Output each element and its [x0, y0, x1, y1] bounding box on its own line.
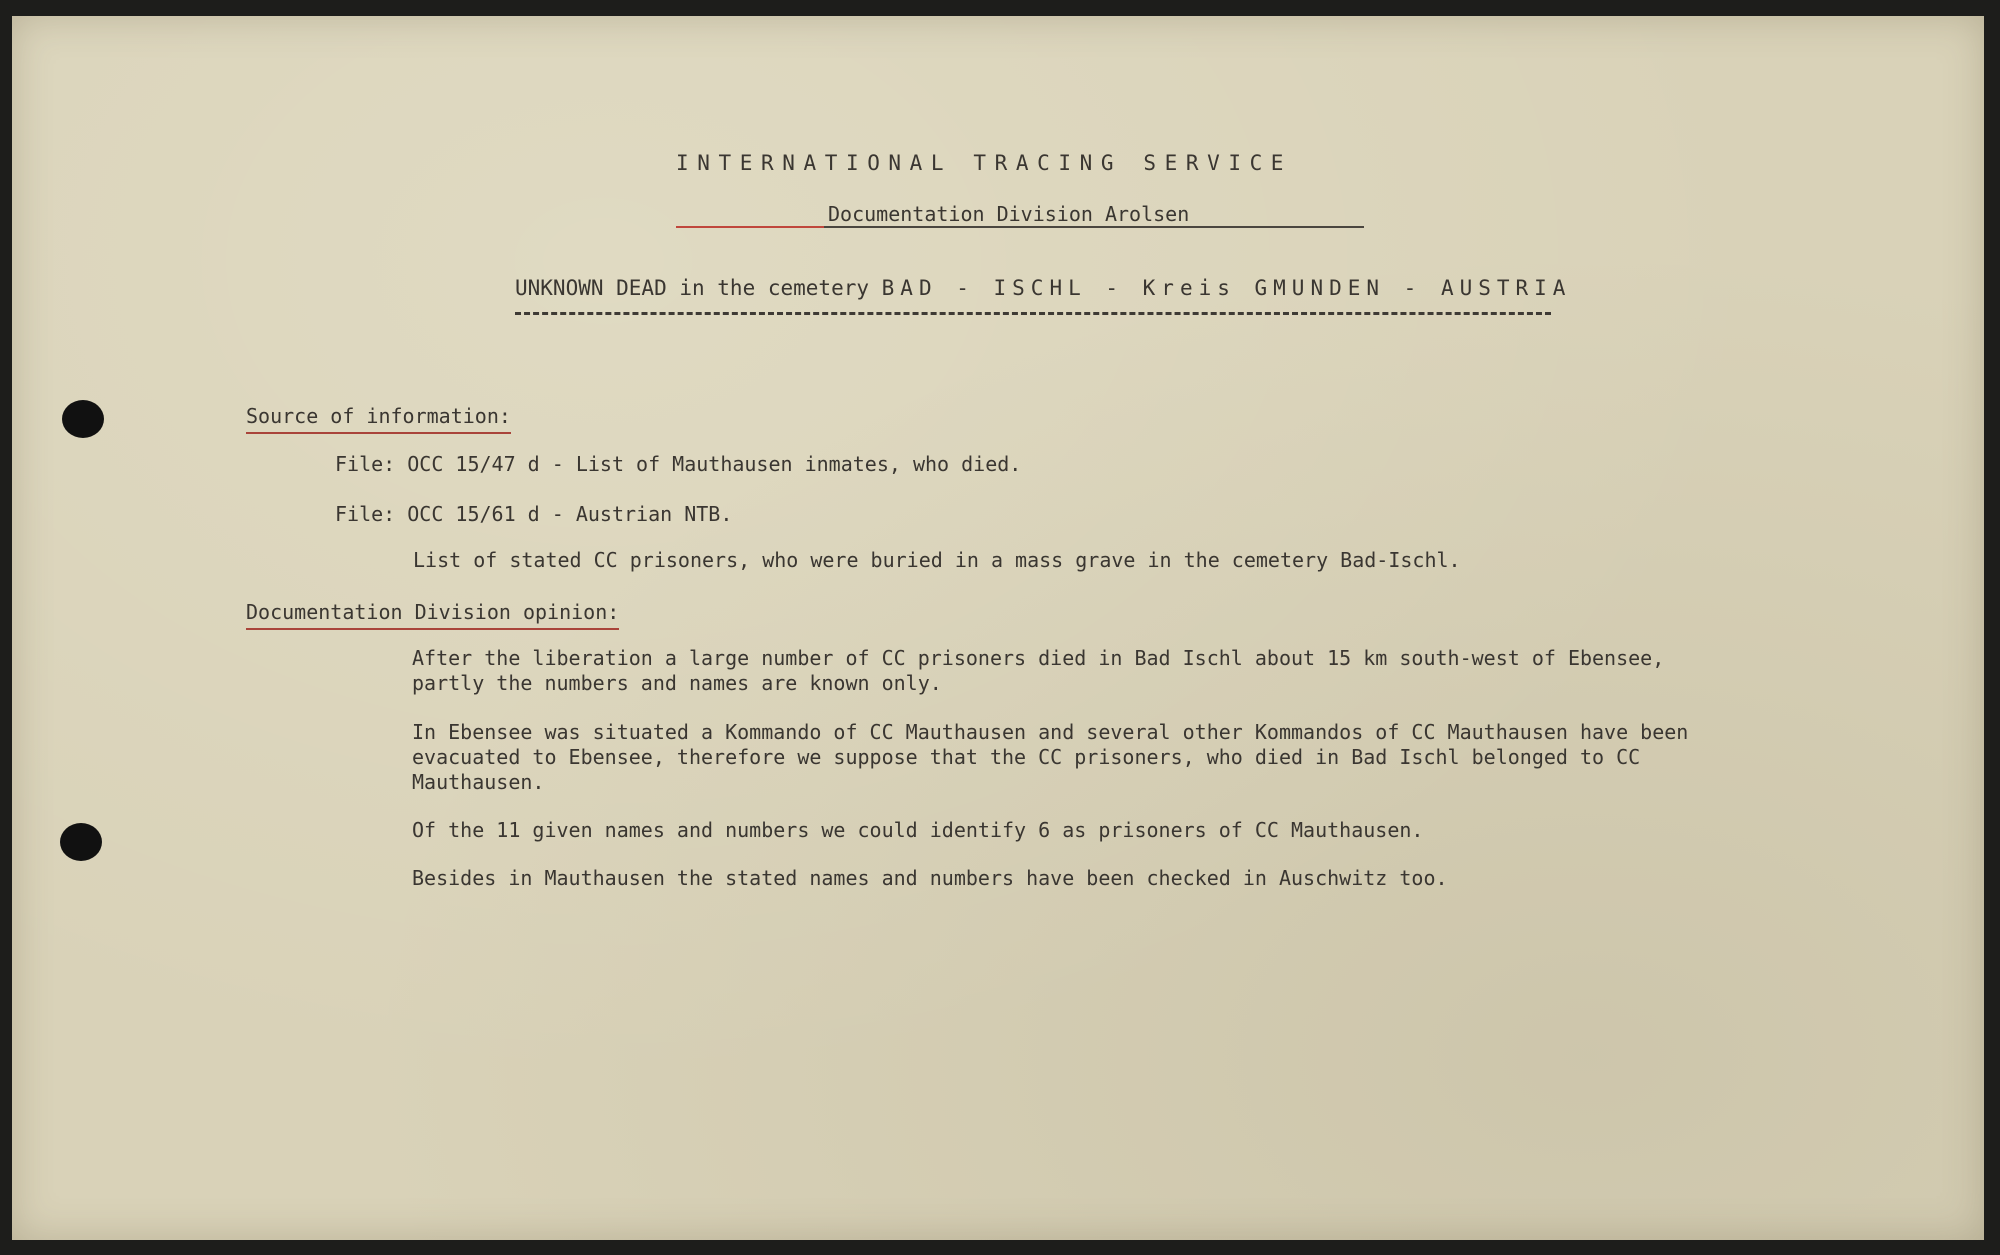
- opinion-paragraph-4: Besides in Mauthausen the stated names and numbers have been checked in Auschwitz too.: [412, 866, 1448, 890]
- division-heading: Documentation Division Arolsen: [828, 202, 1190, 226]
- punch-hole-top: [62, 400, 104, 438]
- opinion-paragraph-1: After the liberation a large number of CC prisoners died in Bad Ischl about 15 km south-west of Ebensee, partly the numbers and names are known only.: [412, 646, 1665, 695]
- opinion-paragraph-3: Of the 11 given names and numbers we could identify 6 as prisoners of CC Mauthausen.: [412, 818, 1424, 842]
- source-heading: Source of information:: [246, 404, 511, 428]
- document-title: [515, 276, 1571, 300]
- organization-heading: INTERNATIONAL TRACING SERVICE: [676, 151, 1293, 175]
- opinion-heading: Documentation Division opinion:: [246, 600, 620, 624]
- title-place: BAD - ISCHL - Kreis GMUNDEN - AUSTRIA: [881, 276, 1572, 300]
- punch-hole-bottom: [60, 823, 102, 861]
- source-file-2: File: OCC 15/61 d - Austrian NTB.: [335, 502, 733, 526]
- title-prefix: UNKNOWN DEAD in the cemetery: [515, 276, 882, 300]
- opinion-paragraph-2: In Ebensee was situated a Kommando of CC Mauthausen and several other Kommandos of CC Mauthausen have been evacuated to Ebensee, therefore we suppose that the CC prisoners, who died in Bad Ischl belonged to CC Mauthausen.: [412, 720, 1689, 794]
- source-file-1: File: OCC 15/47 d - List of Mauthausen inmates, who died.: [335, 452, 1022, 476]
- source-list-note: List of stated CC prisoners, who were buried in a mass grave in the cemetery Bad-Ischl.: [413, 548, 1461, 572]
- title-dashed-underline: [515, 312, 1551, 315]
- header-underline: [676, 226, 1364, 228]
